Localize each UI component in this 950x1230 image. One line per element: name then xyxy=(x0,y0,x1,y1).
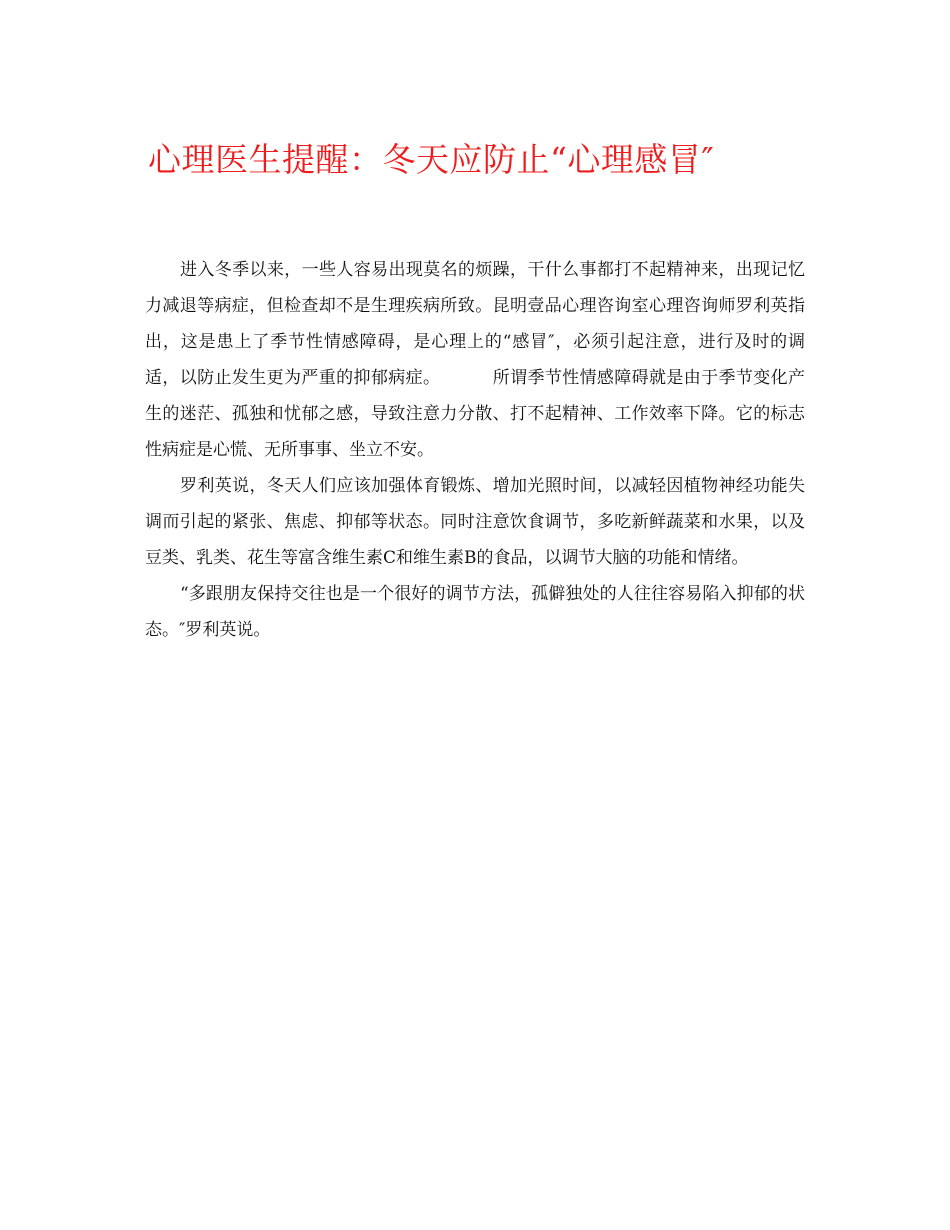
paragraph-1-part-1: 进入冬季以来，一些人容易出现莫名的烦躁，干什么事都打不起精神来，出现记忆力减退等病症，但检查却不是生理疾病所致。昆明壹品心理咨询室心理咨询师罗利英指出，这是患上了季节性情感障碍，是心理上的“感冒″，必须引起注意，进行及时的调适，以防止发生更为严重的抑郁病症。 xyxy=(145,260,805,388)
article-title: 心理医生提醒：冬天应防止“心理感冒″ xyxy=(148,140,715,179)
article-body xyxy=(145,252,805,648)
paragraph-3: “多跟朋友保持交往也是一个很好的调节方法，孤僻独处的人往往容易陷入抑郁的状态。″罗利英说。 xyxy=(145,584,805,640)
paragraph-1-part-2: 所谓季节性情感障碍就是由于季节变化产生的迷茫、孤独和忧郁之感，导致注意力分散、打不起精神、工作效率下降。它的标志性病症是心慌、无所事事、坐立不安。 xyxy=(145,368,806,460)
paragraph-1 xyxy=(145,252,805,468)
paragraph-2: 罗利英说，冬天人们应该加强体育锻炼、增加光照时间，以减轻因植物神经功能失调而引起的紧张、焦虑、抑郁等状态。同时注意饮食调节，多吃新鲜蔬菜和水果，以及豆类、乳类、花生等富含维生素C和维生素B的食品，以调节大脑的功能和情绪。 xyxy=(145,476,805,568)
